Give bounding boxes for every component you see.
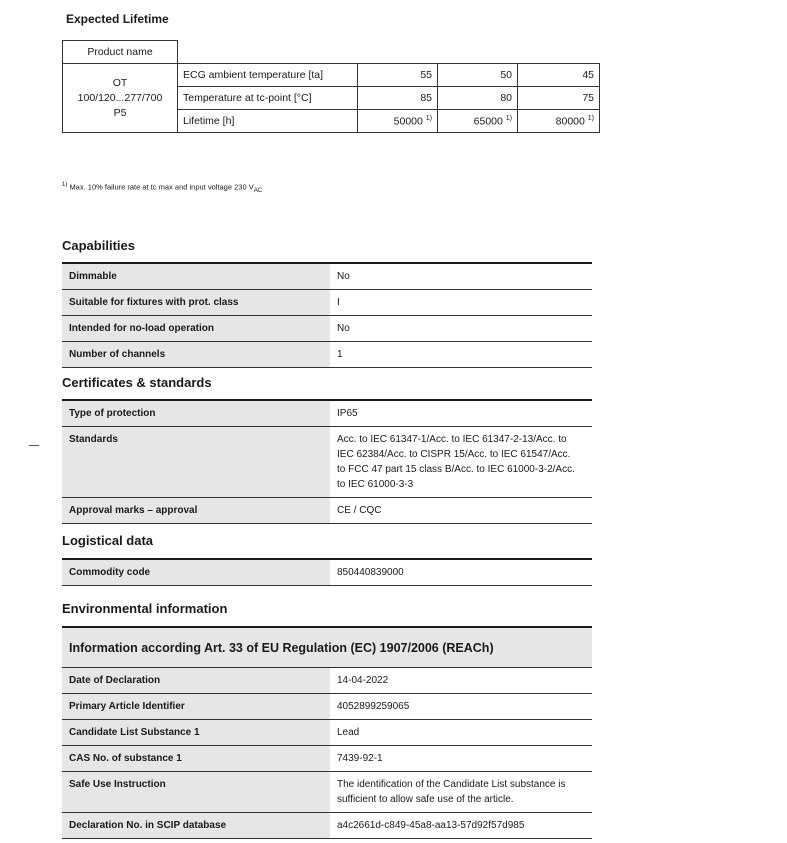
value-cell: 65000 $^{1)}$ [438, 110, 518, 133]
value-cell: 75 [518, 87, 600, 110]
footnote: $^{1)}$ Max. 10% failure rate at tc max and input voltage 230 $V_{AC}$ [62, 182, 263, 194]
capabilities-table [62, 262, 592, 368]
row-label: ECG ambient temperature [ta] [178, 64, 358, 87]
certificates-table [62, 399, 592, 524]
table-row: Commodity code 850440839000 [62, 560, 592, 586]
product-line: OT [112, 76, 128, 89]
table-row: Approval marks – approval CE / CQC [62, 498, 592, 524]
logistical-table [62, 558, 592, 586]
footnote-ref: 1) [425, 114, 432, 122]
environmental-title: Environmental information [62, 601, 228, 616]
footnote-ref: 1) [505, 114, 512, 122]
value-cell: 80 [438, 87, 518, 110]
product-line: 100/120...277/700 [77, 91, 163, 104]
value-cell: 85 [358, 87, 438, 110]
footnote-ref: 1) [587, 114, 594, 122]
capabilities-title: Capabilities [62, 238, 135, 253]
value-cell: 80000 $^{1)}$ [518, 110, 600, 133]
table-row: Suitable for fixtures with prot. class I [62, 290, 592, 316]
table-row: Primary Article Identifier 4052899259065 [62, 694, 592, 720]
expected-lifetime-title: Expected Lifetime [66, 12, 169, 26]
margin-mark [29, 445, 39, 446]
table-row: CAS No. of substance 1 7439-92-1 [62, 746, 592, 772]
row-label: Lifetime [h] [178, 110, 358, 133]
table-row: Number of channels 1 [62, 342, 592, 368]
lifetime-table [62, 40, 600, 133]
certificates-title: Certificates & standards [62, 375, 212, 390]
table-row: Declaration No. in SCIP database a4c2661d-c849-45a8-aa13-57d92f57d985 [62, 813, 592, 839]
value-cell: 50000 $^{1)}$ [358, 110, 438, 133]
table-row: Candidate List Substance 1 Lead [62, 720, 592, 746]
reach-table [62, 626, 592, 839]
product-line: P5 [113, 106, 127, 119]
product-name-cell [63, 64, 178, 133]
value-cell: 45 [518, 64, 600, 87]
value-cell: 55 [358, 64, 438, 87]
logistical-title: Logistical data [62, 533, 154, 548]
value-cell: 50 [438, 64, 518, 87]
table-row: Standards Acc. to IEC 61347-1/Acc. to IEC 61347-2-13/Acc. to IEC 62384/Acc. to CISPR 15/Acc. to IEC 61547/Acc. to FCC 47 part 15 class B/Acc. to IEC 61000-3-2/Acc. to IEC 61000-3-3 [62, 427, 592, 498]
row-label: Temperature at tc-point [°C] [178, 87, 358, 110]
table-row: Date of Declaration 14-04-2022 [62, 668, 592, 694]
table-row: Type of protection IP65 [62, 401, 592, 427]
product-name-header: Product name [63, 41, 178, 64]
reach-title: Information according Art. 33 of EU Regulation (EC) 1907/2006 (REACh) [62, 628, 592, 668]
table-row: Dimmable No [62, 264, 592, 290]
table-row: Safe Use Instruction The identification of the Candidate List substance is sufficient to allow safe use of the article. [62, 772, 592, 813]
table-row: Intended for no-load operation No [62, 316, 592, 342]
